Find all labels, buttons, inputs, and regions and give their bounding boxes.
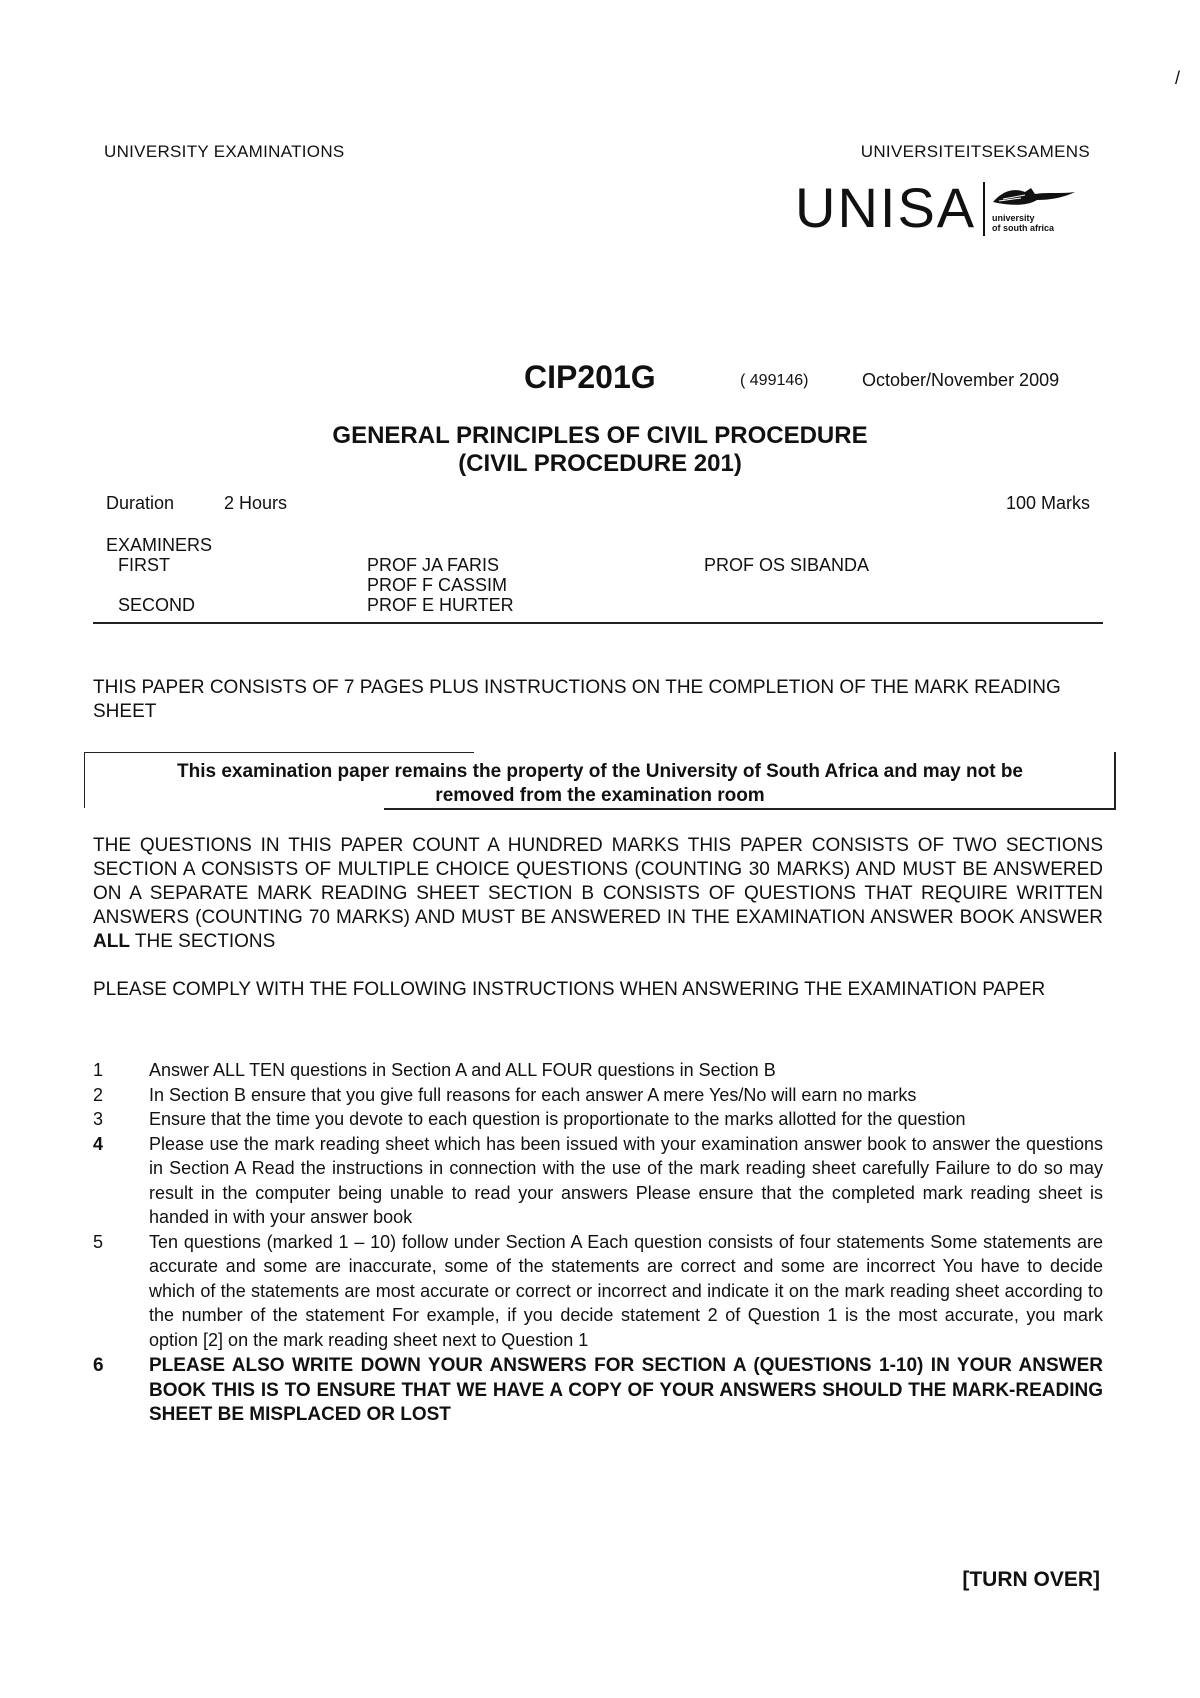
logo-divider	[983, 182, 985, 236]
paper-subtitle: (CIVIL PROCEDURE 201)	[458, 450, 742, 477]
duration-label: Duration	[106, 493, 175, 513]
instruction-number: 5	[93, 1231, 104, 1252]
notice-line-1: This examination paper remains the property of the University of South Africa and may not be	[176, 761, 1023, 782]
first-examiner-2: PROF F CASSIM	[367, 575, 508, 595]
instruction-number: 3	[93, 1109, 104, 1129]
instruction-number: 4	[93, 1133, 104, 1154]
instruction-text: PLEASE ALSO WRITE DOWN YOUR ANSWERS FOR SECTION A (QUESTIONS 1-10) IN YOUR ANSWER BOOK THIS IS TO ENSURE THAT WE HAVE A COPY OF YOUR ANSWERS SHOULD THE MARK-READING SHEET BE MISPLACED OR LOST	[149, 1355, 1103, 1425]
instruction-item	[93, 1083, 1103, 1108]
instruction-item	[93, 1132, 1103, 1230]
duration-value: 2 Hours	[224, 493, 288, 513]
pages-note: THIS PAPER CONSISTS OF 7 PAGES PLUS INSTRUCTIONS ON THE COMPLETION OF THE MARK READING SHEET	[93, 677, 1061, 722]
header-left: UNIVERSITY EXAMINATIONS	[104, 142, 345, 161]
notice-text	[84, 760, 1116, 808]
corner-mark: /	[1174, 68, 1180, 88]
second-examiner-label: SECOND	[118, 595, 196, 615]
logo-wordmark: UNISA	[795, 176, 977, 239]
comply-paragraph: PLEASE COMPLY WITH THE FOLLOWING INSTRUCTIONS WHEN ANSWERING THE EXAMINATION PAPER	[93, 979, 1046, 1000]
instruction-number: 2	[93, 1084, 104, 1105]
instruction-text: Please use the mark reading sheet which has been issued with your examination answer book to answer the questions in Section A Read the instructions in connection with the use of the mark reading sheet carefully Failure to do so may result in the computer being unable to read your answers Please ensure that the completed mark reading sheet is handed in with your answer book	[149, 1133, 1103, 1227]
paper-number: ( 499146)	[740, 372, 809, 389]
exam-session: October/November 2009	[862, 370, 1060, 390]
examiners-heading: EXAMINERS	[106, 535, 213, 555]
paper-title: GENERAL PRINCIPLES OF CIVIL PROCEDURE	[332, 422, 868, 449]
header-right: UNIVERSITEITSEKSAMENS	[860, 142, 1090, 161]
instruction-item	[93, 1058, 1103, 1083]
logo-tagline-line-1: university	[992, 213, 1035, 223]
bird-icon	[991, 184, 1077, 212]
header-divider	[93, 622, 1103, 624]
total-marks: 100 Marks	[1005, 493, 1090, 513]
instruction-number: 6	[93, 1355, 104, 1376]
first-examiner-1: PROF JA FARIS	[367, 555, 500, 575]
logo-tagline-line-2: of south africa	[992, 223, 1055, 233]
paper-code: CIP201G	[524, 359, 656, 395]
second-examiner-1: PROF E HURTER	[367, 595, 514, 615]
instructions-list	[93, 1058, 1103, 1428]
turn-over: [TURN OVER]	[962, 1568, 1100, 1591]
instruction-text: In Section B ensure that you give full reasons for each answer A mere Yes/No will earn no marks	[149, 1084, 917, 1105]
notice-box	[84, 752, 1116, 810]
intro-paragraph	[93, 834, 1103, 954]
notice-line-2: removed from the examination room	[435, 785, 765, 806]
logo-tagline	[992, 213, 1054, 233]
intro-bold: ALL	[93, 931, 130, 952]
intro-text: THE QUESTIONS IN THIS PAPER COUNT A HUNDRED MARKS THIS PAPER CONSISTS OF TWO SECTIONS SECTION A CONSISTS OF MULTIPLE CHOICE QUESTIONS (COUNTING 30 MARKS) AND MUST BE ANSWERED ON A SEPARATE MARK READING SHEET SECTION B CONSISTS OF QUESTIONS THAT REQUIRE WRITTEN ANSWERS (COUNTING 70 MARKS) AND MUST BE ANSWERED IN THE EXAMINATION ANSWER BOOK ANSWER	[93, 835, 1103, 928]
instruction-item	[93, 1230, 1103, 1353]
first-examiner-3: PROF OS SIBANDA	[704, 555, 870, 575]
first-examiner-label: FIRST	[118, 555, 170, 575]
intro-tail: THE SECTIONS	[134, 931, 276, 952]
unisa-logo	[795, 176, 1095, 250]
instruction-text: Ensure that the time you devote to each question is proportionate to the marks allotted for the question	[149, 1109, 966, 1129]
instruction-number: 1	[93, 1060, 104, 1080]
instruction-text: Answer ALL TEN questions in Section A and ALL FOUR questions in Section B	[149, 1060, 776, 1080]
instruction-item	[93, 1354, 1103, 1428]
instruction-item	[93, 1107, 1103, 1132]
instruction-text: Ten questions (marked 1 – 10) follow under Section A Each question consists of four statements Some statements are accurate and some are inaccurate, some of the statements are correct and some are incorrect You have to decide which of the statements are most accurate or correct or incorrect and indicate it on the mark reading sheet according to the number of the statement For example, if you decide statement 2 of Question 1 is the most accurate, you mark option [2] on the mark reading sheet next to Question 1	[149, 1231, 1103, 1350]
